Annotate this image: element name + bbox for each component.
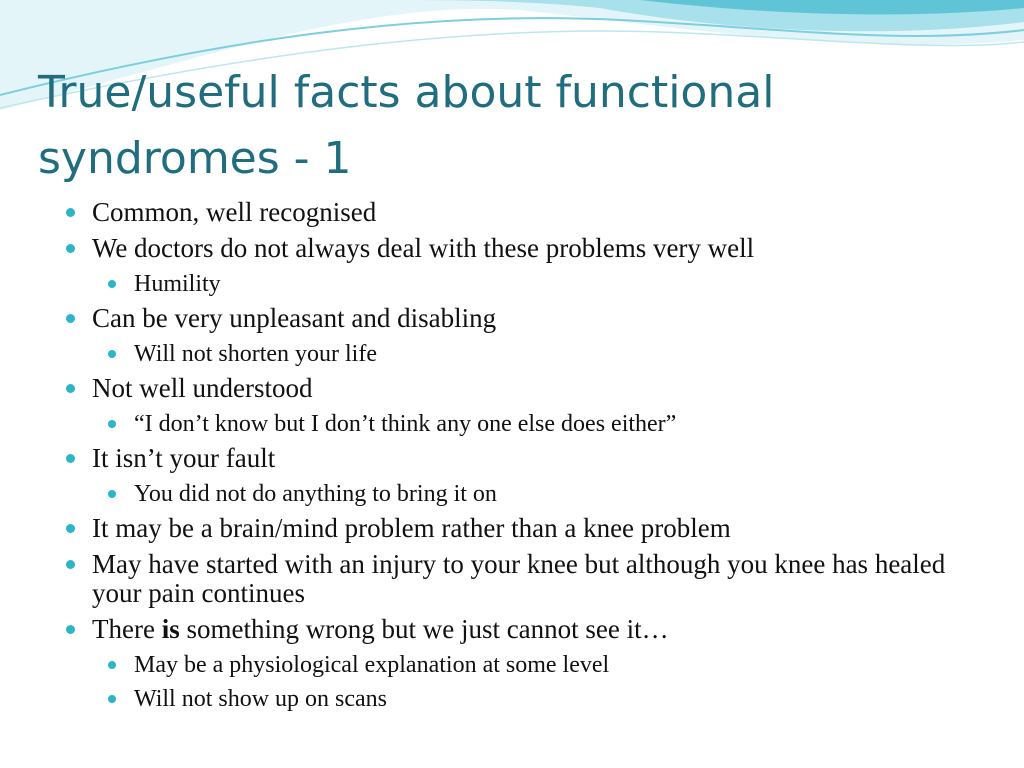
bullet-dot-icon bbox=[66, 625, 75, 634]
sub-bullet-item bbox=[64, 685, 964, 713]
bullet-dot-icon bbox=[66, 314, 75, 323]
bullet-text-emphasis: is bbox=[161, 614, 180, 644]
bullet-item bbox=[64, 198, 964, 227]
bullet-text bbox=[92, 614, 669, 644]
slide-title: True/useful facts about functional syndromes - 1 bbox=[38, 67, 775, 184]
bullet-dot-icon bbox=[108, 350, 116, 358]
bullet-dot-icon bbox=[108, 661, 116, 669]
bullet-text: Common, well recognised bbox=[92, 197, 377, 227]
bullet-list bbox=[64, 198, 964, 719]
bullet-dot-icon bbox=[66, 244, 75, 253]
bullet-item bbox=[64, 550, 964, 608]
sub-bullet-text: “I don’t know but I don’t think any one else does either” bbox=[134, 411, 677, 437]
bullet-dot-icon bbox=[66, 454, 75, 463]
bullet-item bbox=[64, 514, 964, 543]
sub-bullet-text: Will not shorten your life bbox=[134, 341, 377, 367]
bullet-dot-icon bbox=[108, 490, 116, 498]
sub-bullet-item bbox=[64, 270, 964, 298]
sub-bullet-text: May be a physiological explanation at some level bbox=[134, 652, 610, 678]
sub-bullet-item bbox=[64, 651, 964, 679]
bullet-text: We doctors do not always deal with these problems very well bbox=[92, 233, 755, 263]
bullet-dot-icon bbox=[66, 524, 75, 533]
bullet-item bbox=[64, 444, 964, 473]
bullet-text-part: something wrong but we just cannot see it… bbox=[179, 614, 669, 644]
sub-bullet-text: Will not show up on scans bbox=[134, 686, 388, 712]
bullet-text: May have started with an injury to your knee but although you knee has healed your pain continues bbox=[92, 549, 946, 608]
bullet-dot-icon bbox=[66, 384, 75, 393]
sub-bullet-text: You did not do anything to bring it on bbox=[134, 481, 497, 507]
bullet-item bbox=[64, 234, 964, 263]
bullet-item bbox=[64, 374, 964, 403]
bullet-text-part: There bbox=[92, 614, 162, 644]
sub-bullet-text: Humility bbox=[134, 271, 221, 297]
bullet-text: Not well understood bbox=[92, 373, 313, 403]
bullet-text: It may be a brain/mind problem rather than a knee problem bbox=[92, 513, 731, 543]
sub-bullet-item bbox=[64, 410, 964, 438]
bullet-text: Can be very unpleasant and disabling bbox=[92, 303, 497, 333]
bullet-dot-icon bbox=[108, 695, 116, 703]
bullet-text: It isn’t your fault bbox=[92, 443, 276, 473]
bullet-item bbox=[64, 304, 964, 333]
bullet-dot-icon bbox=[66, 208, 75, 217]
sub-bullet-item bbox=[64, 480, 964, 508]
bullet-dot-icon bbox=[66, 560, 75, 569]
sub-bullet-item bbox=[64, 340, 964, 368]
bullet-item bbox=[64, 615, 964, 644]
bullet-dot-icon bbox=[108, 420, 116, 428]
bullet-dot-icon bbox=[108, 280, 116, 288]
